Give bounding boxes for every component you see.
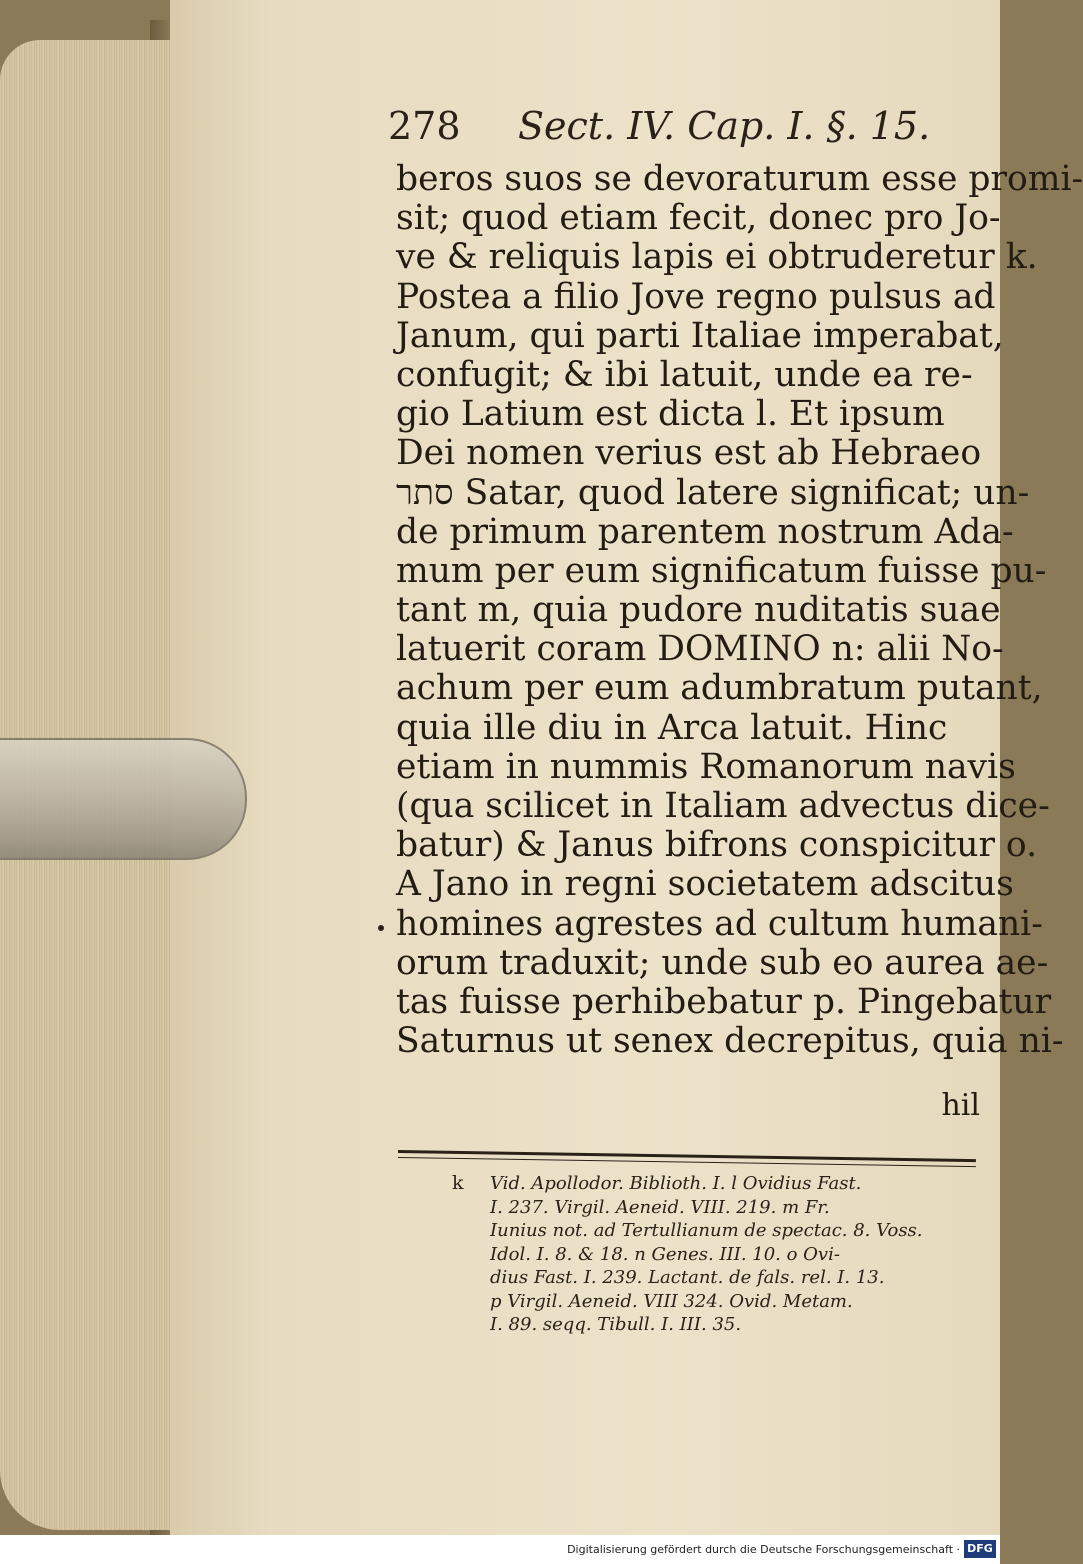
footnote-line: Idol. I. 8. & 18. n Genes. III. 10. o Ovi- xyxy=(490,1243,840,1265)
digitization-credit: Digitalisierung gefördert durch die Deutsche Forschungsgemeinschaft · xyxy=(567,1543,960,1556)
footnote-line: Iunius not. ad Tertullianum de spectac. 8. Voss. xyxy=(490,1220,923,1241)
footnote-line: dius Fast. I. 239. Lactant. de fals. rel. I. 13. xyxy=(490,1267,885,1288)
footnote-line: I. 237. Virgil. Aeneid. VIII. 219. m Fr. xyxy=(490,1196,830,1218)
footnote-line: I. 89. seqq. Tibull. I. III. 35. xyxy=(490,1314,742,1335)
text-line: A Jano in regni societatem adscitus xyxy=(396,864,1014,905)
running-head xyxy=(388,100,931,150)
footnotes xyxy=(490,1172,1035,1337)
text-line: latuerit coram DOMINO n: alii No- xyxy=(396,629,1004,670)
text-line: sit; quod etiam fecit, donec pro Jo- xyxy=(396,198,1001,239)
section-title: Sect. IV. Cap. I. §. 15. xyxy=(518,104,931,148)
text-line: beros suos se devoraturum esse promi- xyxy=(396,159,1083,199)
text-line: tant m, quia pudore nuditatis suae xyxy=(396,590,1001,631)
text-line: achum per eum adumbratum putant, xyxy=(396,668,1043,709)
text-line: tas fuisse perhibebatur p. Pingebatur xyxy=(396,981,1052,1022)
text-line: confugit; & ibi latuit, unde ea re- xyxy=(396,354,973,395)
footnote-marker: k xyxy=(452,1172,464,1194)
text-line: Saturnus ut senex decrepitus, quia ni- xyxy=(396,1021,1064,1062)
dfg-logo: DFG xyxy=(964,1540,996,1558)
catchword: hil xyxy=(941,1088,980,1123)
text-line: Dei nomen verius est ab Hebraeo xyxy=(396,433,982,474)
text-line: mum per eum significatum fuisse pu- xyxy=(396,550,1047,591)
text-line: etiam in nummis Romanorum navis xyxy=(396,746,1016,787)
text-line: orum traduxit; unde sub eo aurea ae- xyxy=(396,942,1049,983)
text-line: סתר Satar, quod latere significat; un- xyxy=(396,472,1030,513)
text-line: de primum parentem nostrum Ada- xyxy=(396,511,1014,552)
text-line: gio Latium est dicta l. Et ipsum xyxy=(396,394,945,435)
text-line: ve & reliquis lapis ei obtruderetur k. xyxy=(396,237,1038,278)
ink-dot xyxy=(378,925,384,931)
footnote-line: p Virgil. Aeneid. VIII 324. Ovid. Metam. xyxy=(490,1290,853,1312)
footnote-line: Vid. Apollodor. Biblioth. I. l Ovidius Fast. xyxy=(490,1173,862,1194)
text-line: Postea a filio Jove regno pulsus ad xyxy=(396,276,996,317)
text-line: quia ille diu in Arca latuit. Hinc xyxy=(396,707,948,748)
text-line: batur) & Janus bifrons conspicitur o. xyxy=(396,825,1038,866)
body-text xyxy=(396,159,1083,1062)
text-line: homines agrestes ad cultum humani- xyxy=(396,903,1043,944)
text-line: Janum, qui parti Italiae imperabat, xyxy=(396,315,1004,356)
page-number: 278 xyxy=(388,104,461,148)
text-line: (qua scilicet in Italiam advectus dice- xyxy=(396,786,1050,826)
bookmark-strip xyxy=(0,738,247,860)
